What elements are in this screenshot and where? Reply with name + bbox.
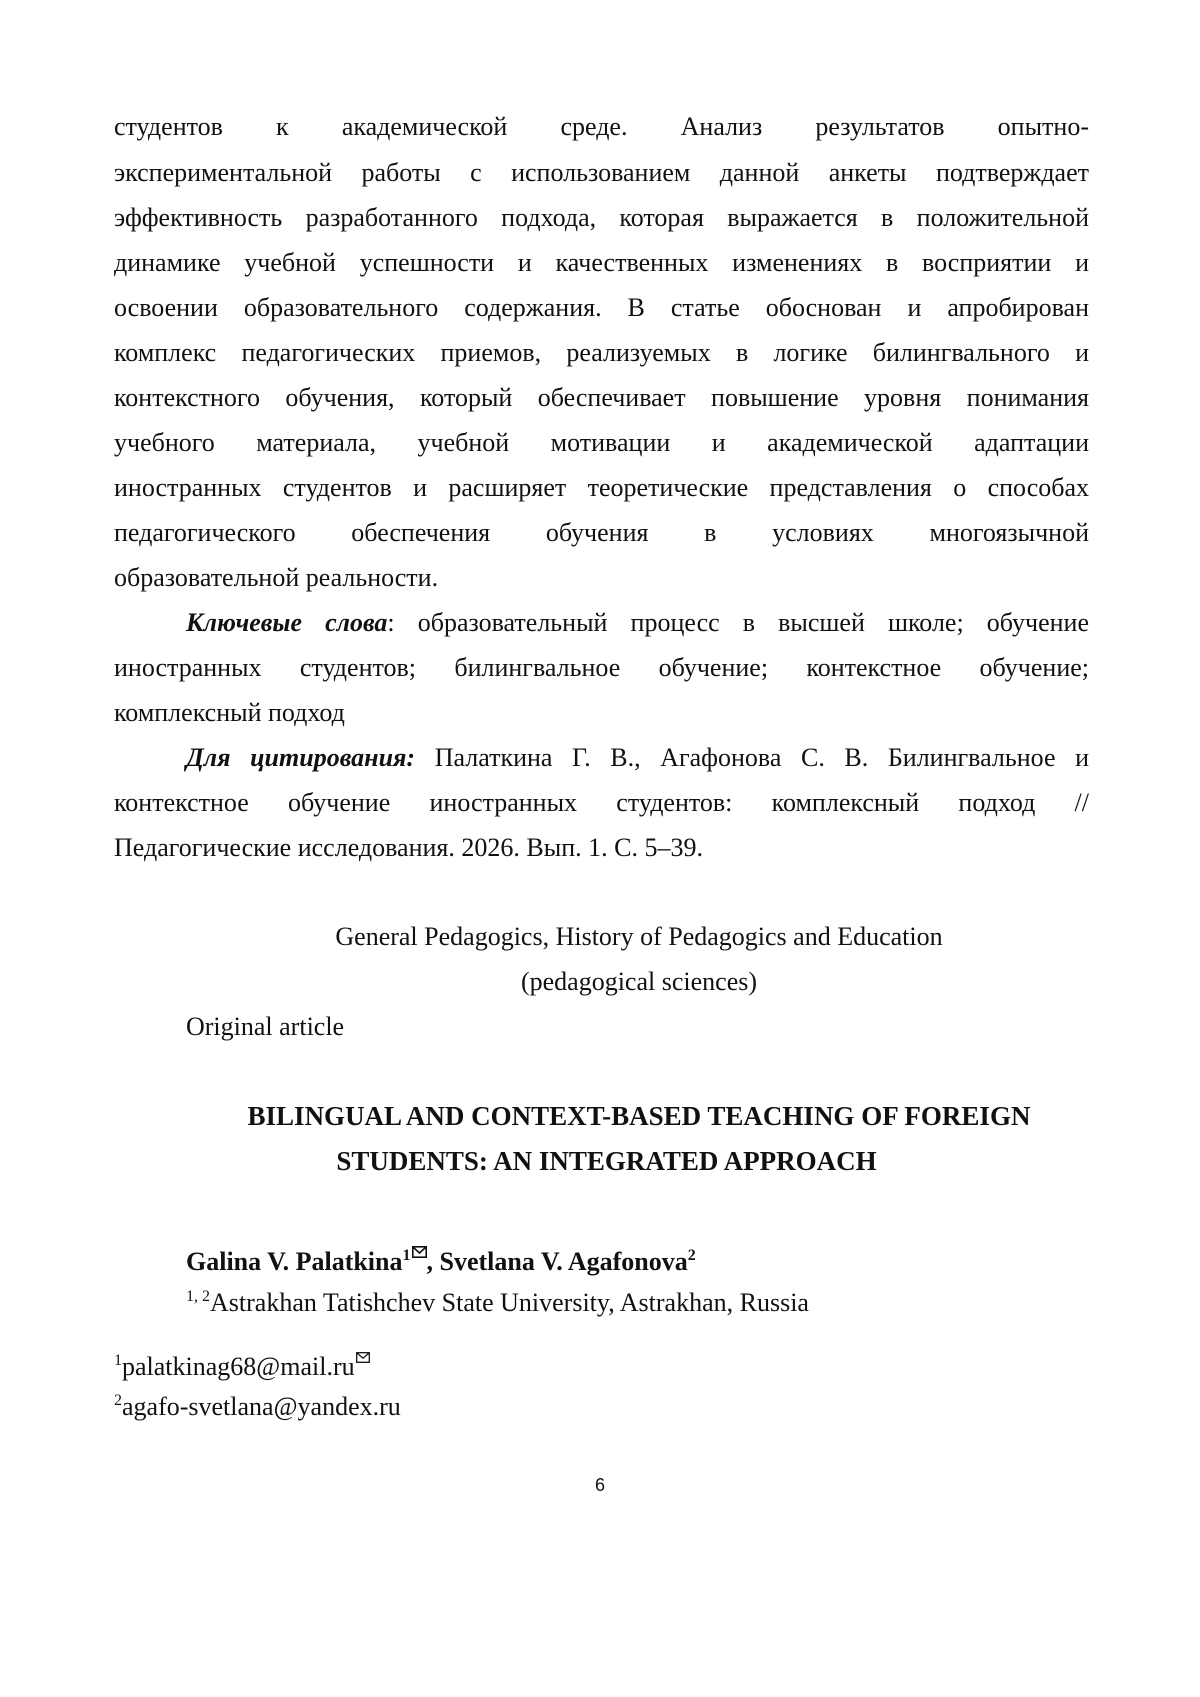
abstract-line: эффективность разработанного подхода, которая выражается в положительной — [114, 203, 1089, 232]
abstract-line: комплекс педагогических приемов, реализуемых в логике билингвального и — [114, 338, 1089, 367]
citation-line: контекстное обучение иностранных студентов: комплексный подход // — [114, 788, 1089, 817]
email-affiliation-mark: 2 — [114, 1392, 122, 1409]
abstract-line: студентов к академической среде. Анализ результатов опытно- — [114, 112, 1089, 141]
authors-line — [186, 1235, 696, 1277]
abstract-line: педагогического обеспечения обучения в условиях многоязычной — [114, 518, 1089, 547]
keywords-label: Ключевые слова — [186, 608, 388, 637]
affiliation — [186, 1288, 809, 1318]
page-number: 6 — [594, 1475, 605, 1495]
keywords-text: : образовательный процесс в высшей школе; обучение — [387, 608, 1089, 637]
keywords-line — [186, 608, 1089, 638]
email-link[interactable]: agafo-svetlana@yandex.ru — [122, 1392, 401, 1421]
section-heading: General Pedagogics, History of Pedagogics and Education — [335, 922, 943, 951]
author-name: Svetlana V. Agafonova — [439, 1247, 688, 1276]
citation-line — [186, 743, 1089, 773]
abstract-line: динамике учебной успешности и качественных изменениях в восприятии и — [114, 248, 1089, 277]
envelope-icon — [412, 1235, 427, 1265]
affiliation-text: Astrakhan Tatishchev State University, Astrakhan, Russia — [210, 1288, 809, 1317]
author-name: Galina V. Palatkina — [186, 1247, 403, 1276]
abstract-line: учебного материала, учебной мотивации и академической адаптации — [114, 428, 1089, 457]
email-line — [114, 1392, 401, 1422]
abstract-line: контекстного обучения, который обеспечивает повышение уровня понимания — [114, 383, 1089, 412]
section-subheading: (pedagogical sciences) — [520, 967, 758, 996]
email-link[interactable]: palatkinag68@mail.ru — [122, 1352, 355, 1381]
author-separator: , — [426, 1247, 440, 1276]
article-title-line-1: BILINGUAL AND CONTEXT-BASED TEACHING OF FOREIGN — [247, 1101, 1031, 1131]
abstract-line: освоении образовательного содержания. В статье обоснован и апробирован — [114, 293, 1089, 322]
article-type: Original article — [186, 1012, 345, 1041]
article-title-line-2: STUDENTS: AN INTEGRATED APPROACH — [336, 1146, 877, 1176]
envelope-icon — [356, 1340, 370, 1370]
author-affiliation-mark: 2 — [687, 1247, 696, 1264]
abstract-line: экспериментальной работы с использованием данной анкеты подтверждает — [114, 158, 1089, 187]
abstract-line: образовательной реальности. — [114, 563, 439, 592]
email-line — [114, 1340, 370, 1382]
email-affiliation-mark: 1 — [114, 1352, 122, 1369]
affiliation-mark: 1, 2 — [186, 1288, 210, 1305]
citation-label: Для цитирования: — [186, 743, 416, 772]
abstract-line: иностранных студентов и расширяет теоретические представления о способах — [114, 473, 1089, 502]
citation-text: Палаткина Г. В., Агафонова С. В. Билингвальное и — [415, 743, 1089, 772]
citation-line: Педагогические исследования. 2026. Вып. 1. С. 5–39. — [114, 833, 703, 862]
keywords-line: иностранных студентов; билингвальное обучение; контекстное обучение; — [114, 653, 1089, 682]
keywords-line: комплексный подход — [114, 698, 345, 727]
author-affiliation-mark: 1 — [402, 1247, 411, 1264]
